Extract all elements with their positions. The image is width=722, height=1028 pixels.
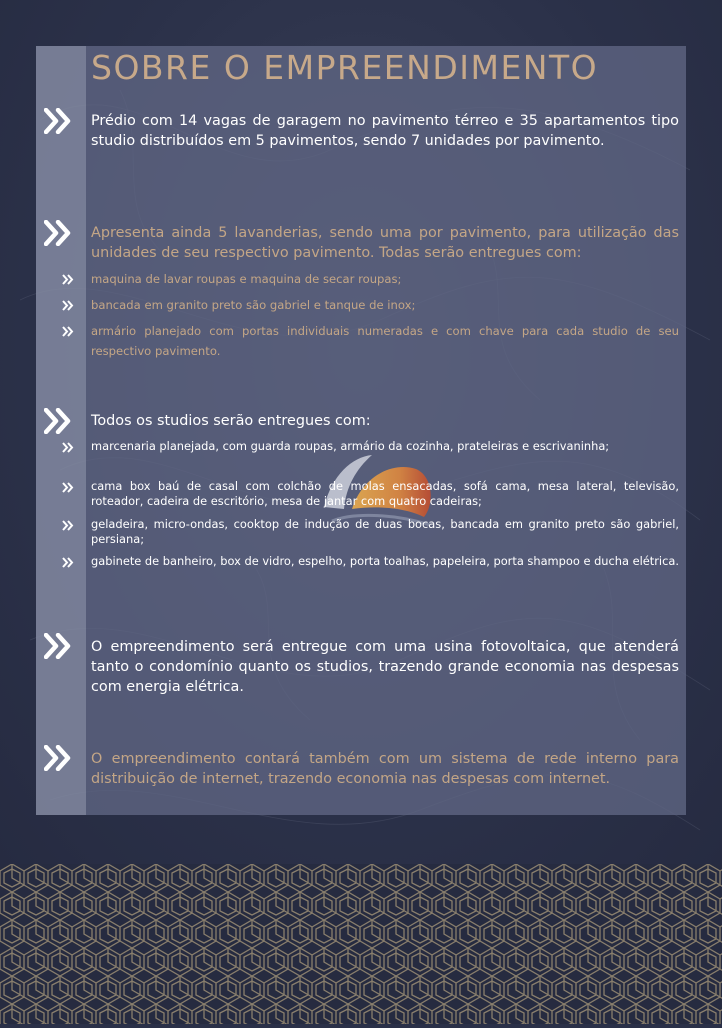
studio-item: marcenaria planejada, com guarda roupas, armário da cozinha, prateleiras e escrivaninha; [91,439,610,453]
small-double-chevron-icon [62,520,74,531]
paragraph-studios: Todos os studios serão entregues com: [91,413,371,429]
paragraph-internet: O empreendimento contará também com um sistema de rede interno para distribuição de internet, trazendo economia nas despesas com internet. [91,751,679,787]
studio-item: geladeira, micro-ondas, cooktop de indução de duas bocas, bancada em granito preto são gabriel, persiana; [91,517,679,546]
laundry-item: armário planejado com portas individuais numeradas e com chave para cada studio de seu respectivo pavimento. [91,324,679,358]
laundry-item: bancada em granito preto são gabriel e tanque de inox; [91,298,416,312]
double-chevron-icon [44,220,72,246]
pattern-fill [0,864,722,1024]
studio-item: cama box baú de casal com colchão de molas ensacadas, sofá cama, mesa lateral, televisão, roteador, cadeira de escritório, mesa de jantar com quatro cadeiras; [91,479,679,508]
geometric-pattern [0,864,722,1024]
laundry-item: maquina de lavar roupas e maquina de secar roupas; [91,272,402,286]
small-double-chevron-icon [62,274,74,285]
double-chevron-icon [44,108,72,134]
small-double-chevron-icon [62,300,74,311]
paragraph-solar: O empreendimento será entregue com uma usina fotovoltaica, que atenderá tanto o condomínio quanto os studios, trazendo grande economia nas despesas com energia elétrica. [91,639,679,695]
double-chevron-icon [44,633,72,659]
small-double-chevron-icon [62,482,74,493]
small-double-chevron-icon [62,442,74,453]
pattern-svg [0,864,722,1024]
page-title: SOBRE O EMPREENDIMENTO [91,48,599,87]
paragraph-laundry: Apresenta ainda 5 lavanderias, sendo uma por pavimento, para utilização das unidades de seu respectivo pavimento. Todas serão entregues com: [91,225,679,261]
studio-item: gabinete de banheiro, box de vidro, espelho, porta toalhas, papeleira, porta shampoo e ducha elétrica. [91,554,679,568]
double-chevron-icon [44,745,72,771]
double-chevron-icon [44,408,72,434]
small-double-chevron-icon [62,326,74,337]
small-double-chevron-icon [62,557,74,568]
paragraph-garage: Prédio com 14 vagas de garagem no pavimento térreo e 35 apartamentos tipo studio distribuídos em 5 pavimentos, sendo 7 unidades por pavimento. [91,113,679,149]
